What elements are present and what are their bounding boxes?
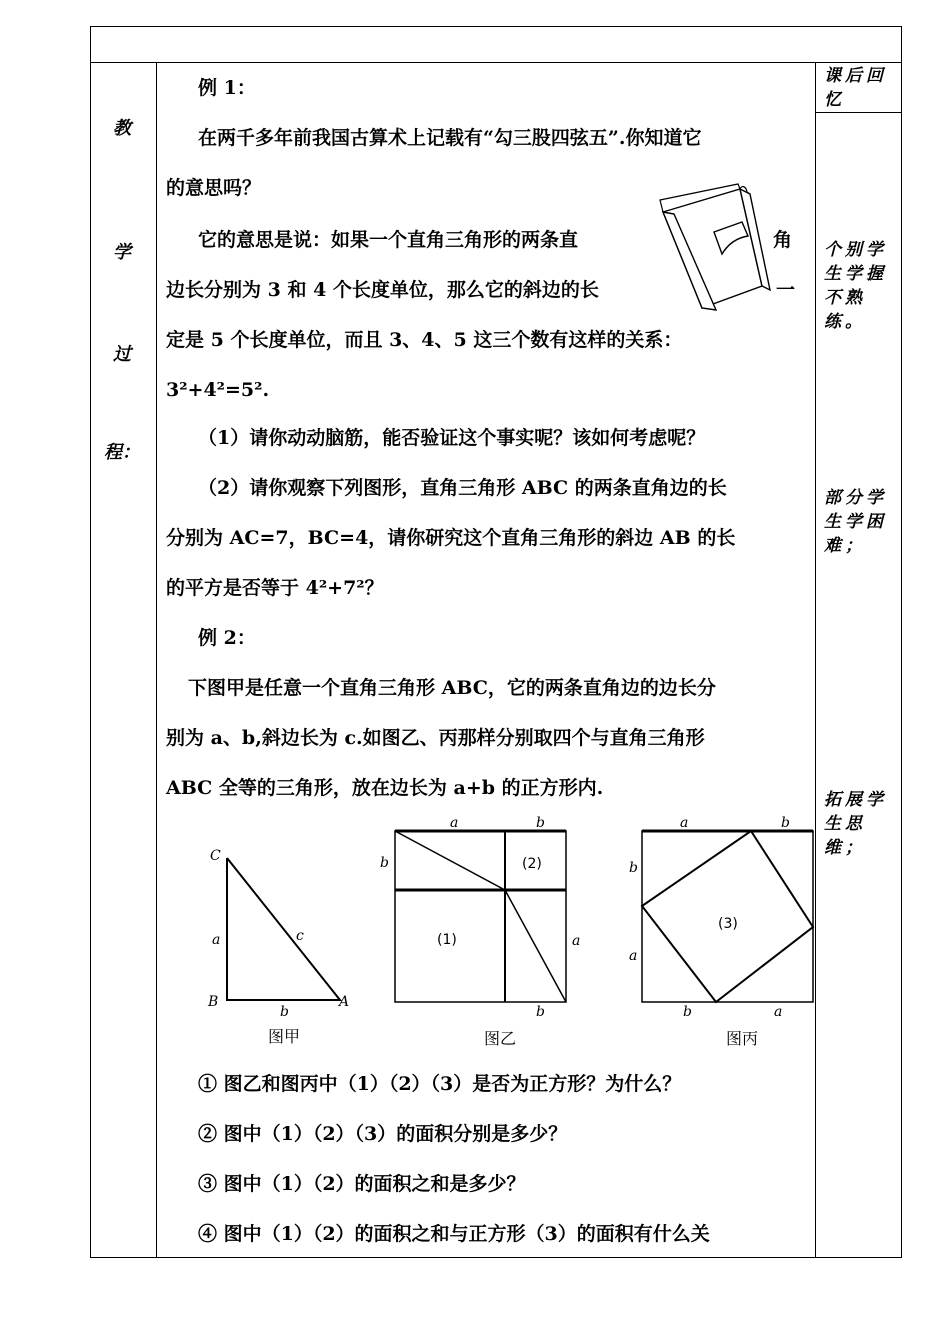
example1-line2: 的意思吗？: [166, 177, 262, 199]
bing-label-top-a: a: [680, 815, 689, 831]
bing-label-left-a: a: [629, 948, 638, 964]
jia-label-A: A: [339, 994, 350, 1010]
question-3: ③ 图中（1）（2）的面积之和是多少？: [198, 1173, 526, 1195]
example1-q2-line2: 分别为 AC=7，BC=4，请你研究这个直角三角形的斜边 AB 的长: [166, 527, 736, 549]
question-4: ④ 图中（1）（2）的面积之和与正方形（3）的面积有什么关: [198, 1223, 710, 1245]
example1-equation: [166, 378, 269, 402]
bing-label-left-b: b: [629, 860, 638, 876]
yi-caption: 图乙: [484, 1029, 517, 1048]
equation-text: 3²+4²=5².: [166, 379, 270, 401]
example2-line3: ABC 全等的三角形，放在边长为 a+b 的正方形内.: [166, 777, 604, 799]
example2-heading: 例 2：: [198, 627, 256, 649]
note-weak-students: 个别学生学握不熟练。: [824, 240, 887, 332]
example1-line3b: 角: [773, 229, 793, 251]
table-header-divider: [90, 62, 902, 63]
example1-line1: 在两千多年前我国古算术上记载有“勾三股四弦五”.你知道它: [198, 127, 702, 149]
yi-label-top-b: b: [536, 815, 545, 831]
question-2: ② 图中（1）（2）（3）的面积分别是多少？: [198, 1123, 568, 1145]
bing-label-bottom-a: a: [774, 1004, 783, 1020]
jia-caption: 图甲: [268, 1027, 301, 1046]
jia-label-B: B: [208, 994, 219, 1010]
example1-line3a: 它的意思是说：如果一个直角三角形的两条直: [198, 229, 579, 251]
yi-label-right-a: a: [572, 933, 581, 949]
note-cell-divider: [815, 112, 902, 113]
yi-label-region1: (1): [437, 932, 457, 948]
example1-line4b: 一: [776, 279, 796, 301]
bing-label-region3: (3): [718, 916, 738, 932]
figure-bing: [629, 815, 813, 1048]
note-review: 课后回忆: [824, 66, 887, 110]
label-char-xue: 学: [113, 242, 131, 263]
bing-label-bottom-b: b: [683, 1004, 692, 1020]
note-difficulty: 部分学生学困难；: [824, 488, 887, 556]
yi-label-top-a: a: [450, 815, 459, 831]
example1-heading: 例 1：: [198, 77, 256, 99]
label-char-guo: 过: [113, 344, 131, 365]
jia-label-b: b: [280, 1004, 289, 1020]
figures-row: [198, 812, 788, 1052]
label-char-jiao: 教: [113, 118, 131, 139]
yi-label-region2: (2): [522, 856, 542, 872]
label-column-divider: [156, 62, 157, 1258]
example1-line5: 定是 5 个长度单位，而且 3、4、5 这三个数有这样的关系：: [166, 329, 683, 351]
yi-label-left-b: b: [380, 855, 389, 871]
example2-line1: 下图甲是任意一个直角三角形 ABC，它的两条直角边的边长分: [188, 677, 716, 699]
yi-label-bottom-b: b: [536, 1004, 545, 1020]
example1-line4a: 边长分别为 3 和 4 个长度单位，那么它的斜边的长: [166, 279, 599, 301]
example1-q1: （1）请你动动脑筋，能否验证这个事实呢？该如何考虑呢？: [198, 427, 706, 449]
jia-label-a: a: [212, 932, 221, 948]
label-char-cheng: 程：: [104, 442, 140, 463]
note-extension: 拓展学生思维；: [824, 790, 887, 858]
bing-caption: 图丙: [726, 1029, 759, 1048]
jia-label-c: c: [296, 928, 304, 944]
example1-q2-line3: 的平方是否等于 4²+7²？: [166, 577, 384, 599]
jia-label-C: C: [210, 848, 221, 864]
example1-q2-line1: （2）请你观察下列图形，直角三角形 ABC 的两条直角边的长: [198, 477, 727, 499]
figure-yi: [380, 815, 580, 1048]
example2-line2: 别为 a、b,斜边长为 c.如图乙、丙那样分别取四个与直角三角形: [166, 727, 705, 749]
bing-label-top-b: b: [781, 815, 790, 831]
figure-jia: [207, 848, 349, 1046]
note-column-divider: [815, 62, 816, 1258]
paper-bag-illustration: [660, 184, 770, 314]
question-1: ① 图乙和图丙中（1）（2）（3）是否为正方形？为什么？: [198, 1073, 682, 1095]
